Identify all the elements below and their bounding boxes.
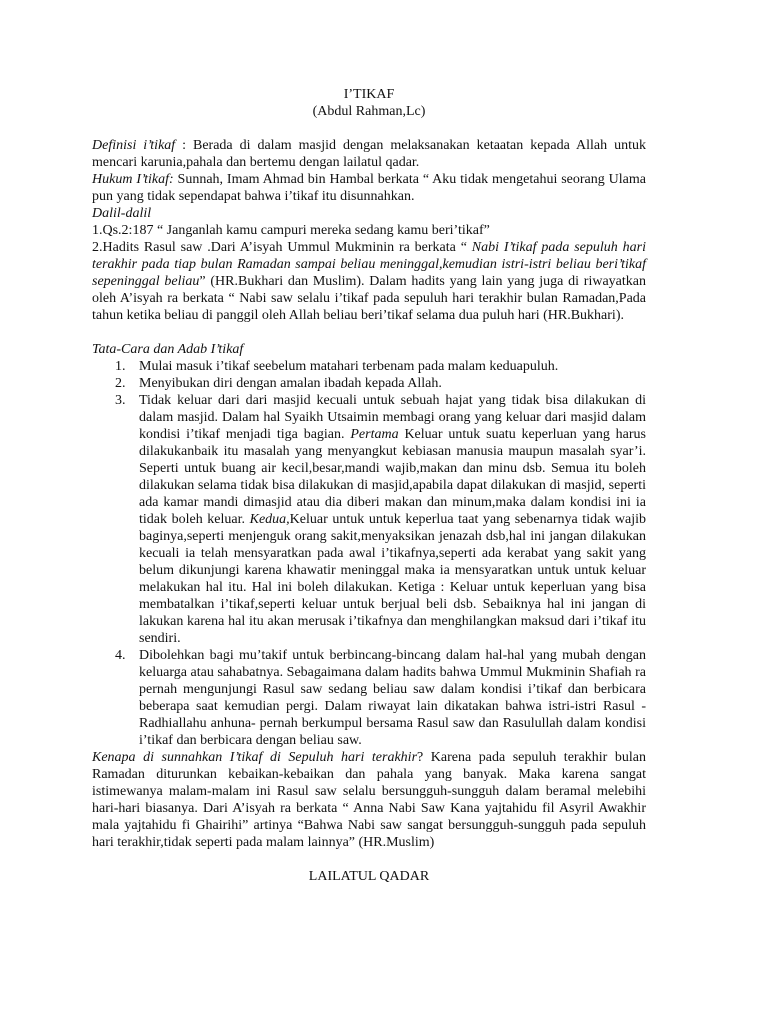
list-item-text: Keluar untuk suatu keperluan yang harus dilakukanbaik itu masalah yang menyangkut kebiasan manusia maupun masalah syar’i. Seperti untuk buang air kecil,besar,mandi wajib,makan dan minu dsb. Semua itu boleh dilakukan selama tidak bisa dilakukan di masjid,apabila dapat dilakukan di masjid, seperti ada kamar mandi dimasjid atau dia diberi makan dan minum,maka dalam kondisi ini ia tidak boleh keluar. bbox=[139, 427, 646, 527]
list-item bbox=[92, 375, 646, 392]
kenapa-text: ? Karena pada sepuluh terakhir bulan Ramadan diturunkan kebaikan-kebaikan dan pahala yang banyak. Maka karena sangat istimewanya malam-malam ini Rasul saw selalu bersungguh-sungguh dalam beramal melebihi hari-hari biasanya. Dari A’isyah ra berkata “ Anna Nabi Saw Kana yajtahidu fil Asyril Awakhir mala yajtahidu fi Ghairihi” artinya “Bahwa Nabi saw sangat bersungguh-sungguh pada sepuluh hari terakhir,tidak seperti pada malam lainnya” (HR.Muslim) bbox=[92, 750, 646, 850]
hukum-text: Sunnah, Imam Ahmad bin Hambal berkata “ Aku tidak mengetahui seorang Ulama pun yang tidak sependapat bahwa i’tikaf itu disunnahkan. bbox=[92, 172, 646, 204]
document-title: I’TIKAF bbox=[343, 87, 395, 102]
list-item-text: Mulai masuk i’tikaf seebelum matahari terbenam pada malam keduapuluh. bbox=[139, 359, 559, 374]
list-item-text: Tidak keluar dari dari masjid kecuali untuk sebuah hajat yang tidak bisa dilakukan di dalam masjid. Dalam hal Syaikh Utsaimin membagi orang yang keluar dari masjid dalam kondisi i’tikaf menjadi tiga bagian. bbox=[139, 393, 646, 442]
list-item bbox=[92, 647, 646, 749]
list-item bbox=[92, 392, 646, 647]
list-item bbox=[92, 358, 646, 375]
list-item-emphasis: Pertama bbox=[350, 427, 399, 442]
hukum-paragraph bbox=[92, 171, 646, 205]
document-author: (Abdul Rahman,Lc) bbox=[312, 104, 426, 119]
list-number: 3. bbox=[115, 393, 126, 408]
dalil-item-2: 2.Hadits Rasul saw .Dari A’isyah Ummul Mukminin ra berkata “ Nabi I’tikaf pada sepuluh hari terakhir pada tiap bulan Ramadan sampai beliau meninggal,kemudian istri-istri beliau beri’tikaf sepeninggal beliau” (HR.Bukhari dan Muslim). Dalam hadits yang lain yang juga di riwayatkan oleh A’isyah ra berkata “ Nabi saw selalu i’tikaf pada sepuluh hari terakhir bulan Ramadan,Pada tahun ketika beliau di panggil oleh Allah beliau beri’tikaf selama dua puluh hari (HR.Bukhari). bbox=[92, 240, 646, 323]
hadith-quote: Nabi I’tikaf pada sepuluh hari terakhir pada tiap bulan Ramadan sampai beliau meninggal,kemudian istri-istri beliau beri’tikaf sepeninggal beliau bbox=[92, 240, 646, 289]
definisi-text: : Berada di dalam masjid dengan melaksanakan ketaatan kepada Allah untuk mencari karunia,pahala dan bertemu dengan lailatul qadar. bbox=[92, 138, 646, 170]
list-number: 4. bbox=[115, 648, 126, 663]
list-item-emphasis: Kedua, bbox=[249, 512, 290, 527]
definisi-paragraph bbox=[92, 137, 646, 171]
dalil-heading: Dalil-dalil bbox=[92, 206, 152, 221]
list-item-text: Menyibukan diri dengan amalan ibadah kepada Allah. bbox=[139, 376, 442, 391]
kenapa-paragraph bbox=[92, 749, 646, 851]
list-number: 2. bbox=[115, 376, 126, 391]
tata-cara-heading: Tata-Cara dan Adab I’tikaf bbox=[92, 342, 244, 357]
dalil-item-1: 1.Qs.2:187 “ Janganlah kamu campuri mereka sedang kamu beri’tikaf” bbox=[92, 223, 490, 238]
tata-cara-list bbox=[92, 358, 646, 749]
definisi-label: Definisi i’tikaf bbox=[92, 138, 176, 153]
spacer bbox=[92, 324, 646, 341]
hukum-label: Hukum I’tikaf: bbox=[92, 172, 174, 187]
spacer bbox=[92, 851, 646, 868]
list-item-text: Keluar untuk untuk keperlua taat yang sebenarnya tidak wajib baginya,seperti menjenguk orang sakit,menyaksikan jenazah dsb,hal ini jangan dilakukan kecuali ia telah mensyaratkan pada awal i’tikafnya,seperti ada kerabat yang sakit yang belum dikunjungi karena khawatir meninggal maka ia mensyaratkan untuk untuk keluar melakukan hal itu. Hal ini boleh dilakukan. Ketiga : Keluar untuk keperluan yang bisa membatalkan i’tikaf,seperti keluar untuk berjual beli dsb. Sebaiknya hal ini jangan di lakukan karena hal itu akan merusak i’tikafnya dan menghilangkan maksud dari i’tikaf itu sendiri. bbox=[139, 512, 647, 646]
list-item-text: Dibolehkan bagi mu’takif untuk berbincang-bincang dalam hal-hal yang mubah dengan keluarga atau sahabatnya. Sebagaimana dalam hadits bahwa Ummul Mukminin Shafiah ra pernah mengunjungi Rasul saw sedang beliau saw dalam kondisi i’tikaf dan berbicara beberapa saat kemudian pergi. Dalam riwayat lain dikatakan bahwa istri-istri Rasul -Radhiallahu anhuna- pernah berkumpul bersama Rasul saw dan Rasulullah dalam kondisi i’tikaf dan berbicara dengan beliau saw. bbox=[139, 648, 646, 748]
section-heading-lailatul-qadar: LAILATUL QADAR bbox=[308, 869, 430, 884]
list-number: 1. bbox=[115, 359, 126, 374]
spacer bbox=[92, 120, 646, 137]
kenapa-question: Kenapa di sunnahkan I’tikaf di Sepuluh hari terakhir bbox=[92, 750, 418, 765]
document-page bbox=[92, 86, 646, 885]
